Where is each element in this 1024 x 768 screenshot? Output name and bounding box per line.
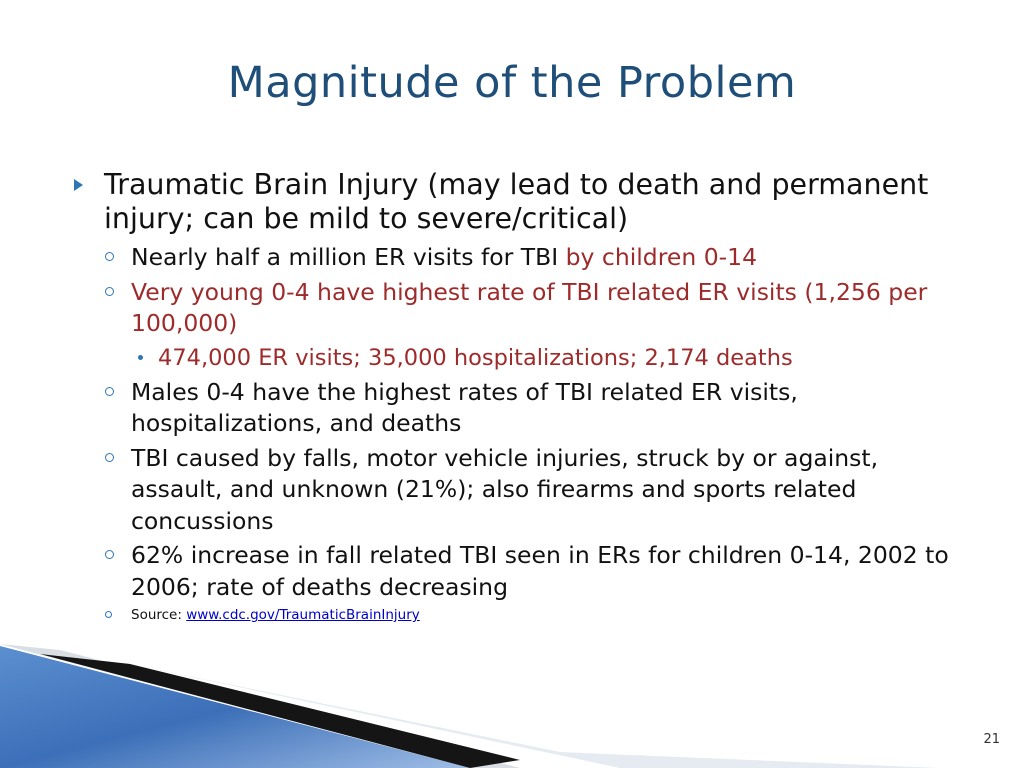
decorative-swoosh (0, 640, 1024, 768)
circle-bullet-icon (105, 287, 114, 296)
sub-bullet-text: TBI caused by falls, motor vehicle injuries, struck by or against, assault, and unknown (21%); also firearms and sports related concussions (131, 443, 879, 535)
sub-bullet-males (104, 377, 972, 440)
circle-bullet-icon (105, 550, 114, 559)
main-bullet-text: Traumatic Brain Injury (may lead to death and permanent injury; can be mild to severe/critical) (104, 168, 929, 235)
sub-bullet-source (104, 606, 972, 624)
source-label: Source: (131, 607, 187, 623)
circle-bullet-icon (105, 611, 112, 618)
sub-bullet-er-visits (104, 242, 972, 274)
sub-bullet-text: Nearly half a million ER visits for TBI (131, 243, 566, 271)
slide-title: Magnitude of the Problem (227, 58, 797, 108)
circle-bullet-icon (105, 387, 114, 396)
sub-bullet-emphasis: by children 0-14 (565, 243, 758, 271)
circle-bullet-icon (105, 453, 114, 462)
slide-content (72, 168, 972, 627)
sub-bullet-text: Very young 0-4 have highest rate of TBI related ER visits (1,256 per 100,000) (131, 277, 928, 337)
sub-bullet-causes (104, 443, 972, 538)
sub-bullet-text: 62% increase in fall related TBI seen in ERs for children 0-14, 2002 to 2006; rate of deaths decreasing (131, 541, 949, 601)
sub-bullet-text: Males 0-4 have the highest rates of TBI related ER visits, hospitalizations, and deaths (131, 377, 798, 437)
detail-bullet-stats (131, 343, 972, 373)
triangle-bullet-icon (74, 179, 83, 191)
detail-bullet-text: 474,000 ER visits; 35,000 hospitalizations; 2,174 deaths (158, 344, 793, 371)
circle-bullet-icon (105, 252, 114, 261)
sub-bullet-fall-increase (104, 540, 972, 603)
sub-bullet-very-young (104, 277, 972, 340)
page-number: 21 (983, 732, 1000, 747)
main-bullet (72, 168, 972, 236)
source-link[interactable]: www.cdc.gov/TraumaticBrainInjury (186, 607, 420, 623)
dot-bullet-icon (138, 355, 143, 360)
swoosh-blue-band (0, 646, 470, 768)
